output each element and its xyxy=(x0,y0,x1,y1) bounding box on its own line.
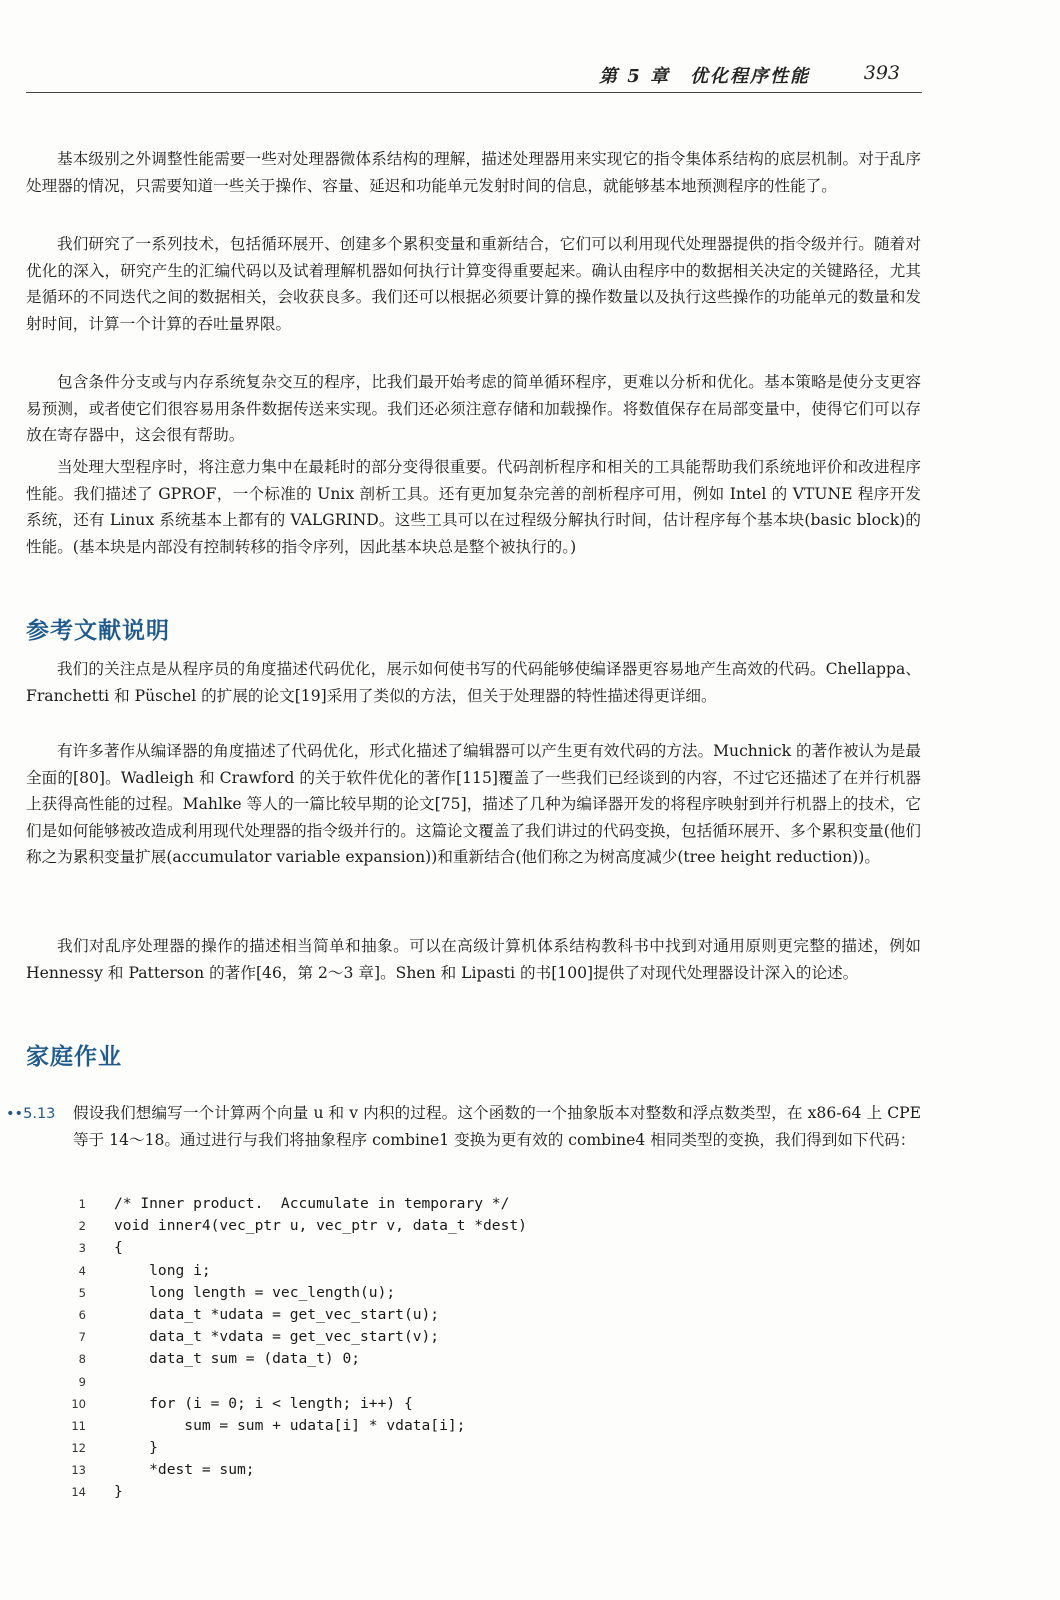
code-line-text: { xyxy=(114,1239,123,1257)
code-line xyxy=(70,1237,123,1259)
bibliography-paragraph-2: 有许多著作从编译器的角度描述了代码优化，形式化描述了编辑器可以产生更有效代码的方法。Muchnick 的著作被认为是最全面的[80]。Wadleigh 和 Crawford 的关于软件优化的著作[115]覆盖了一些我们已经谈到的内容，不过它还描述了在并行机器上获得高性能的过程。Mahlke 等人的一篇比较早期的论文[75]，描述了几种为编译器开发的将程序映射到并行机器上的技术，它们是如何能够被改造成利用现代处理器的指令级并行的。这篇论文覆盖了我们讲过的代码变换，包括循环展开、多个累积变量(他们称之为累积变量扩展(accumulator variable expansion))和重新结合(他们称之为树高度减少(tree height reduction))。 xyxy=(26,742,921,867)
code-line xyxy=(70,1348,361,1370)
chapter-title: 第 5 章 优化程序性能 xyxy=(598,66,810,87)
bibliography-heading: 参考文献说明 xyxy=(26,618,170,644)
code-line-number: 12 xyxy=(71,1441,86,1456)
code-line-text: data_t *udata = get_vec_start(u); xyxy=(114,1305,440,1323)
homework-heading: 家庭作业 xyxy=(26,1044,122,1070)
code-line xyxy=(70,1437,158,1459)
bibliography-paragraph-3: 我们对乱序处理器的操作的描述相当简单和抽象。可以在高级计算机体系结构教科书中找到对通用原则更完整的描述，例如 Hennessy 和 Patterson 的著作[46，第 2～3 章]。Shen 和 Lipasti 的书[100]提供了对现代处理器设计深入的论述。 xyxy=(26,937,921,982)
code-line-number: 8 xyxy=(78,1352,86,1367)
code-line xyxy=(70,1215,527,1237)
code-line-number: 2 xyxy=(78,1219,86,1234)
code-line xyxy=(70,1481,123,1503)
code-line-text: data_t sum = (data_t) 0; xyxy=(114,1350,361,1368)
code-line xyxy=(70,1304,440,1326)
code-line-number: 13 xyxy=(71,1463,86,1478)
code-line-text: long i; xyxy=(114,1261,211,1279)
page-number: 393 xyxy=(863,62,900,84)
code-line-text: } xyxy=(114,1483,123,1501)
summary-paragraph-4: 当处理大型程序时，将注意力集中在最耗时的部分变得很重要。代码剖析程序和相关的工具能帮助我们系统地评价和改进程序性能。我们描述了 GPROF，一个标准的 Unix 剖析工具。还有更加复杂完善的剖析程序可用，例如 Intel 的 VTUNE 程序开发系统，还有 Linux 系统基本上都有的 VALGRIND。这些工具可以在过程级分解执行时间，估计程序每个基本块(basic block)的性能。(基本块是内部没有控制转移的指令序列，因此基本块总是整个被执行的。) xyxy=(26,458,921,556)
summary-paragraph-3: 包含条件分支或与内存系统复杂交互的程序，比我们最开始考虑的简单循环程序，更难以分析和优化。基本策略是使分支更容易预测，或者使它们很容易用条件数据传送来实现。我们还必须注意存储和加载操作。将数值保存在局部变量中，使得它们可以存放在寄存器中，这会很有帮助。 xyxy=(26,373,921,445)
code-line-number: 14 xyxy=(71,1485,86,1500)
summary-paragraph-2: 我们研究了一系列技术，包括循环展开、创建多个累积变量和重新结合，它们可以利用现代处理器提供的指令级并行。随着对优化的深入，研究产生的汇编代码以及试着理解机器如何执行计算变得重要起来。确认由程序中的数据相关决定的关键路径，尤其是循环的不同迭代之间的数据相关，会收获良多。我们还可以根据必须要计算的操作数量以及执行这些操作的功能单元的数量和发射时间，计算一个计算的吞吐量界限。 xyxy=(26,235,921,333)
code-line-number: 9 xyxy=(78,1374,86,1389)
code-line xyxy=(70,1415,466,1437)
code-line xyxy=(70,1193,510,1215)
code-line-number: 6 xyxy=(78,1307,86,1322)
code-line xyxy=(70,1326,440,1348)
code-line xyxy=(70,1393,413,1415)
running-header xyxy=(26,58,922,93)
code-line-text: data_t *vdata = get_vec_start(v); xyxy=(114,1328,440,1346)
bibliography-paragraph-1: 我们的关注点是从程序员的角度描述代码优化，展示如何使书写的代码能够使编译器更容易地产生高效的代码。Chellappa、Franchetti 和 Püschel 的扩展的论文[19]采用了类似的方法，但关于处理器的特性描述得更详细。 xyxy=(26,660,921,705)
code-line-text: long length = vec_length(u); xyxy=(114,1283,396,1301)
code-line-number: 10 xyxy=(71,1396,86,1411)
code-line-text: /* Inner product. Accumulate in temporary */ xyxy=(114,1195,510,1212)
code-line xyxy=(70,1371,86,1393)
summary-paragraph-1: 基本级别之外调整性能需要一些对处理器微体系结构的理解，描述处理器用来实现它的指令集体系结构的底层机制。对于乱序处理器的情况，只需要知道一些关于操作、容量、延迟和功能单元发射时间的信息，就能够基本地预测程序的性能了。 xyxy=(26,150,921,195)
code-line-number: 11 xyxy=(71,1418,86,1433)
code-line-number: 7 xyxy=(78,1330,86,1345)
code-line-text: for (i = 0; i < length; i++) { xyxy=(114,1394,413,1412)
code-line-number: 5 xyxy=(78,1285,86,1300)
code-line-number: 1 xyxy=(78,1197,86,1211)
code-line xyxy=(70,1260,211,1282)
code-listing xyxy=(70,1193,527,1504)
code-line-text: } xyxy=(114,1439,158,1457)
code-line-text: sum = sum + udata[i] * vdata[i]; xyxy=(114,1416,466,1434)
code-line xyxy=(70,1282,396,1304)
code-line-number: 4 xyxy=(78,1263,86,1278)
exercise-number: ••5.13 xyxy=(6,1106,56,1122)
code-line xyxy=(70,1459,255,1481)
code-line-text: void inner4(vec_ptr u, vec_ptr v, data_t *dest) xyxy=(114,1217,527,1235)
exercise-text: 假设我们想编写一个计算两个向量 u 和 v 内积的过程。这个函数的一个抽象版本对整数和浮点数类型，在 x86-64 上 CPE 等于 14～18。通过进行与我们将抽象程序 combine1 变换为更有效的 combine4 相同类型的变换，我们得到如下代码： xyxy=(73,1104,921,1149)
code-line-text: *dest = sum; xyxy=(114,1461,255,1479)
code-line-number: 3 xyxy=(78,1241,86,1256)
